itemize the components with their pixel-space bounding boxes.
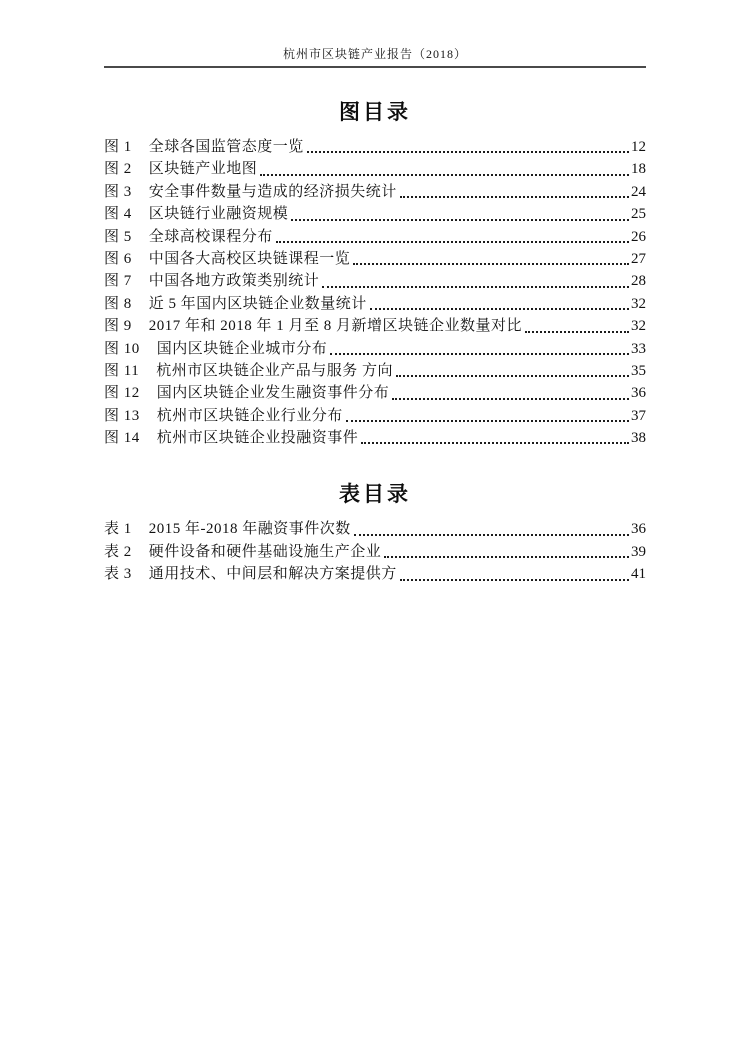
toc-entry-page: 24 <box>631 183 646 200</box>
dot-leader <box>370 308 629 310</box>
dot-leader <box>525 331 629 333</box>
dot-leader <box>307 151 629 153</box>
dot-leader <box>354 534 629 536</box>
toc-entry-text: 全球高校课程分布 <box>148 228 273 245</box>
toc-entry-figure-11[interactable] <box>104 360 646 382</box>
toc-entry-text: 通用技术、中间层和解决方案提供方 <box>148 566 397 583</box>
toc-entry-table-3[interactable] <box>104 563 646 585</box>
toc-entry-page: 32 <box>631 318 646 335</box>
toc-entry-label: 图 7 <box>104 273 132 290</box>
dot-leader <box>346 420 629 422</box>
toc-entry-text: 杭州市区块链企业产品与服务 方向 <box>156 362 393 379</box>
figures-toc-title: 图目录 <box>339 100 411 124</box>
toc-entry-label: 图 1 <box>104 139 132 155</box>
toc-entry-page: 25 <box>631 206 646 223</box>
toc-entry-figure-12[interactable] <box>104 382 646 404</box>
toc-entry-label: 图 5 <box>104 228 132 245</box>
header-rule <box>104 66 646 68</box>
toc-entry-text: 近 5 年国内区块链企业数量统计 <box>148 295 367 312</box>
toc-entry-text: 中国各大高校区块链课程一览 <box>148 250 351 267</box>
toc-entry-page: 41 <box>631 566 646 583</box>
running-header: 杭州市区块链产业报告（2018） <box>282 47 467 61</box>
toc-entry-label: 表 1 <box>104 521 132 538</box>
toc-entry-text: 区块链产业地图 <box>148 161 258 178</box>
toc-entry-figure-4[interactable] <box>104 203 646 225</box>
toc-entry-label: 图 9 <box>104 318 132 335</box>
toc-entry-label: 图 13 <box>104 407 140 424</box>
toc-entry-figure-2[interactable] <box>104 158 646 180</box>
toc-entry-text: 安全事件数量与造成的经济损失统计 <box>148 183 397 200</box>
toc-entry-figure-9[interactable] <box>104 315 646 337</box>
toc-entry-page: 36 <box>631 521 646 538</box>
toc-entry-page: 35 <box>631 362 646 379</box>
toc-entry-label: 图 11 <box>104 362 140 379</box>
dot-leader <box>330 353 629 355</box>
toc-entry-page: 26 <box>631 228 646 245</box>
dot-leader <box>276 241 629 243</box>
toc-entry-text: 2017 年和 2018 年 1 月至 8 月新增区块链企业数量对比 <box>148 318 523 335</box>
toc-entry-page: 39 <box>631 543 646 560</box>
toc-entry-label: 图 12 <box>104 385 140 402</box>
toc-entry-label: 图 6 <box>104 250 132 267</box>
toc-entry-label: 图 8 <box>104 295 132 312</box>
toc-entry-figure-10[interactable] <box>104 338 646 360</box>
toc-entry-page: 27 <box>631 250 646 267</box>
dot-leader <box>396 375 629 377</box>
toc-entry-figure-6[interactable] <box>104 248 646 270</box>
toc-entry-page: 37 <box>631 407 646 424</box>
dot-leader <box>322 286 629 288</box>
toc-entry-label: 图 10 <box>104 340 140 357</box>
dot-leader <box>392 398 629 400</box>
toc-entry-text: 杭州市区块链企业行业分布 <box>156 407 343 424</box>
toc-entry-page: 33 <box>631 340 646 357</box>
toc-entry-page: 36 <box>631 385 646 402</box>
toc-entry-text: 国内区块链企业城市分布 <box>156 340 328 357</box>
dot-leader <box>260 174 629 176</box>
dot-leader <box>400 579 629 581</box>
toc-entry-label: 表 3 <box>104 566 132 583</box>
toc-entry-page: 18 <box>631 161 646 178</box>
toc-entry-table-1[interactable] <box>104 518 646 540</box>
toc-entry-label: 表 2 <box>104 543 132 560</box>
toc-entry-page: 38 <box>631 430 646 447</box>
toc-entry-label: 图 4 <box>104 206 132 223</box>
toc-entry-figure-3[interactable] <box>104 181 646 203</box>
toc-entry-figure-7[interactable] <box>104 270 646 292</box>
toc-entry-figure-8[interactable] <box>104 293 646 315</box>
toc-entry-text: 硬件设备和硬件基础设施生产企业 <box>148 543 382 560</box>
toc-entry-page: 28 <box>631 273 646 290</box>
toc-entry-page: 12 <box>631 139 646 155</box>
toc-entry-page: 32 <box>631 295 646 312</box>
dot-leader <box>361 442 629 444</box>
dot-leader <box>291 219 629 221</box>
dot-leader <box>353 263 629 265</box>
dot-leader <box>400 196 629 198</box>
toc-entry-figure-14[interactable] <box>104 427 646 449</box>
toc-entry-text: 杭州市区块链企业投融资事件 <box>156 430 359 447</box>
toc-entry-text: 国内区块链企业发生融资事件分布 <box>156 385 390 402</box>
toc-entry-text: 中国各地方政策类别统计 <box>148 273 320 290</box>
tables-toc-title: 表目录 <box>339 482 411 507</box>
toc-entry-text: 2015 年-2018 年融资事件次数 <box>148 521 351 538</box>
toc-entry-label: 图 2 <box>104 161 132 178</box>
toc-entry-text: 区块链行业融资规模 <box>148 206 289 223</box>
toc-entry-label: 图 14 <box>104 430 140 447</box>
toc-entry-text: 全球各国监管态度一览 <box>148 139 304 155</box>
toc-entry-figure-13[interactable] <box>104 405 646 427</box>
tables-toc-list <box>104 518 646 585</box>
toc-entry-figure-1[interactable] <box>104 136 646 158</box>
figures-toc-list <box>104 136 646 449</box>
dot-leader <box>384 556 629 558</box>
toc-entry-figure-5[interactable] <box>104 226 646 248</box>
toc-entry-table-2[interactable] <box>104 541 646 563</box>
toc-entry-label: 图 3 <box>104 183 132 200</box>
